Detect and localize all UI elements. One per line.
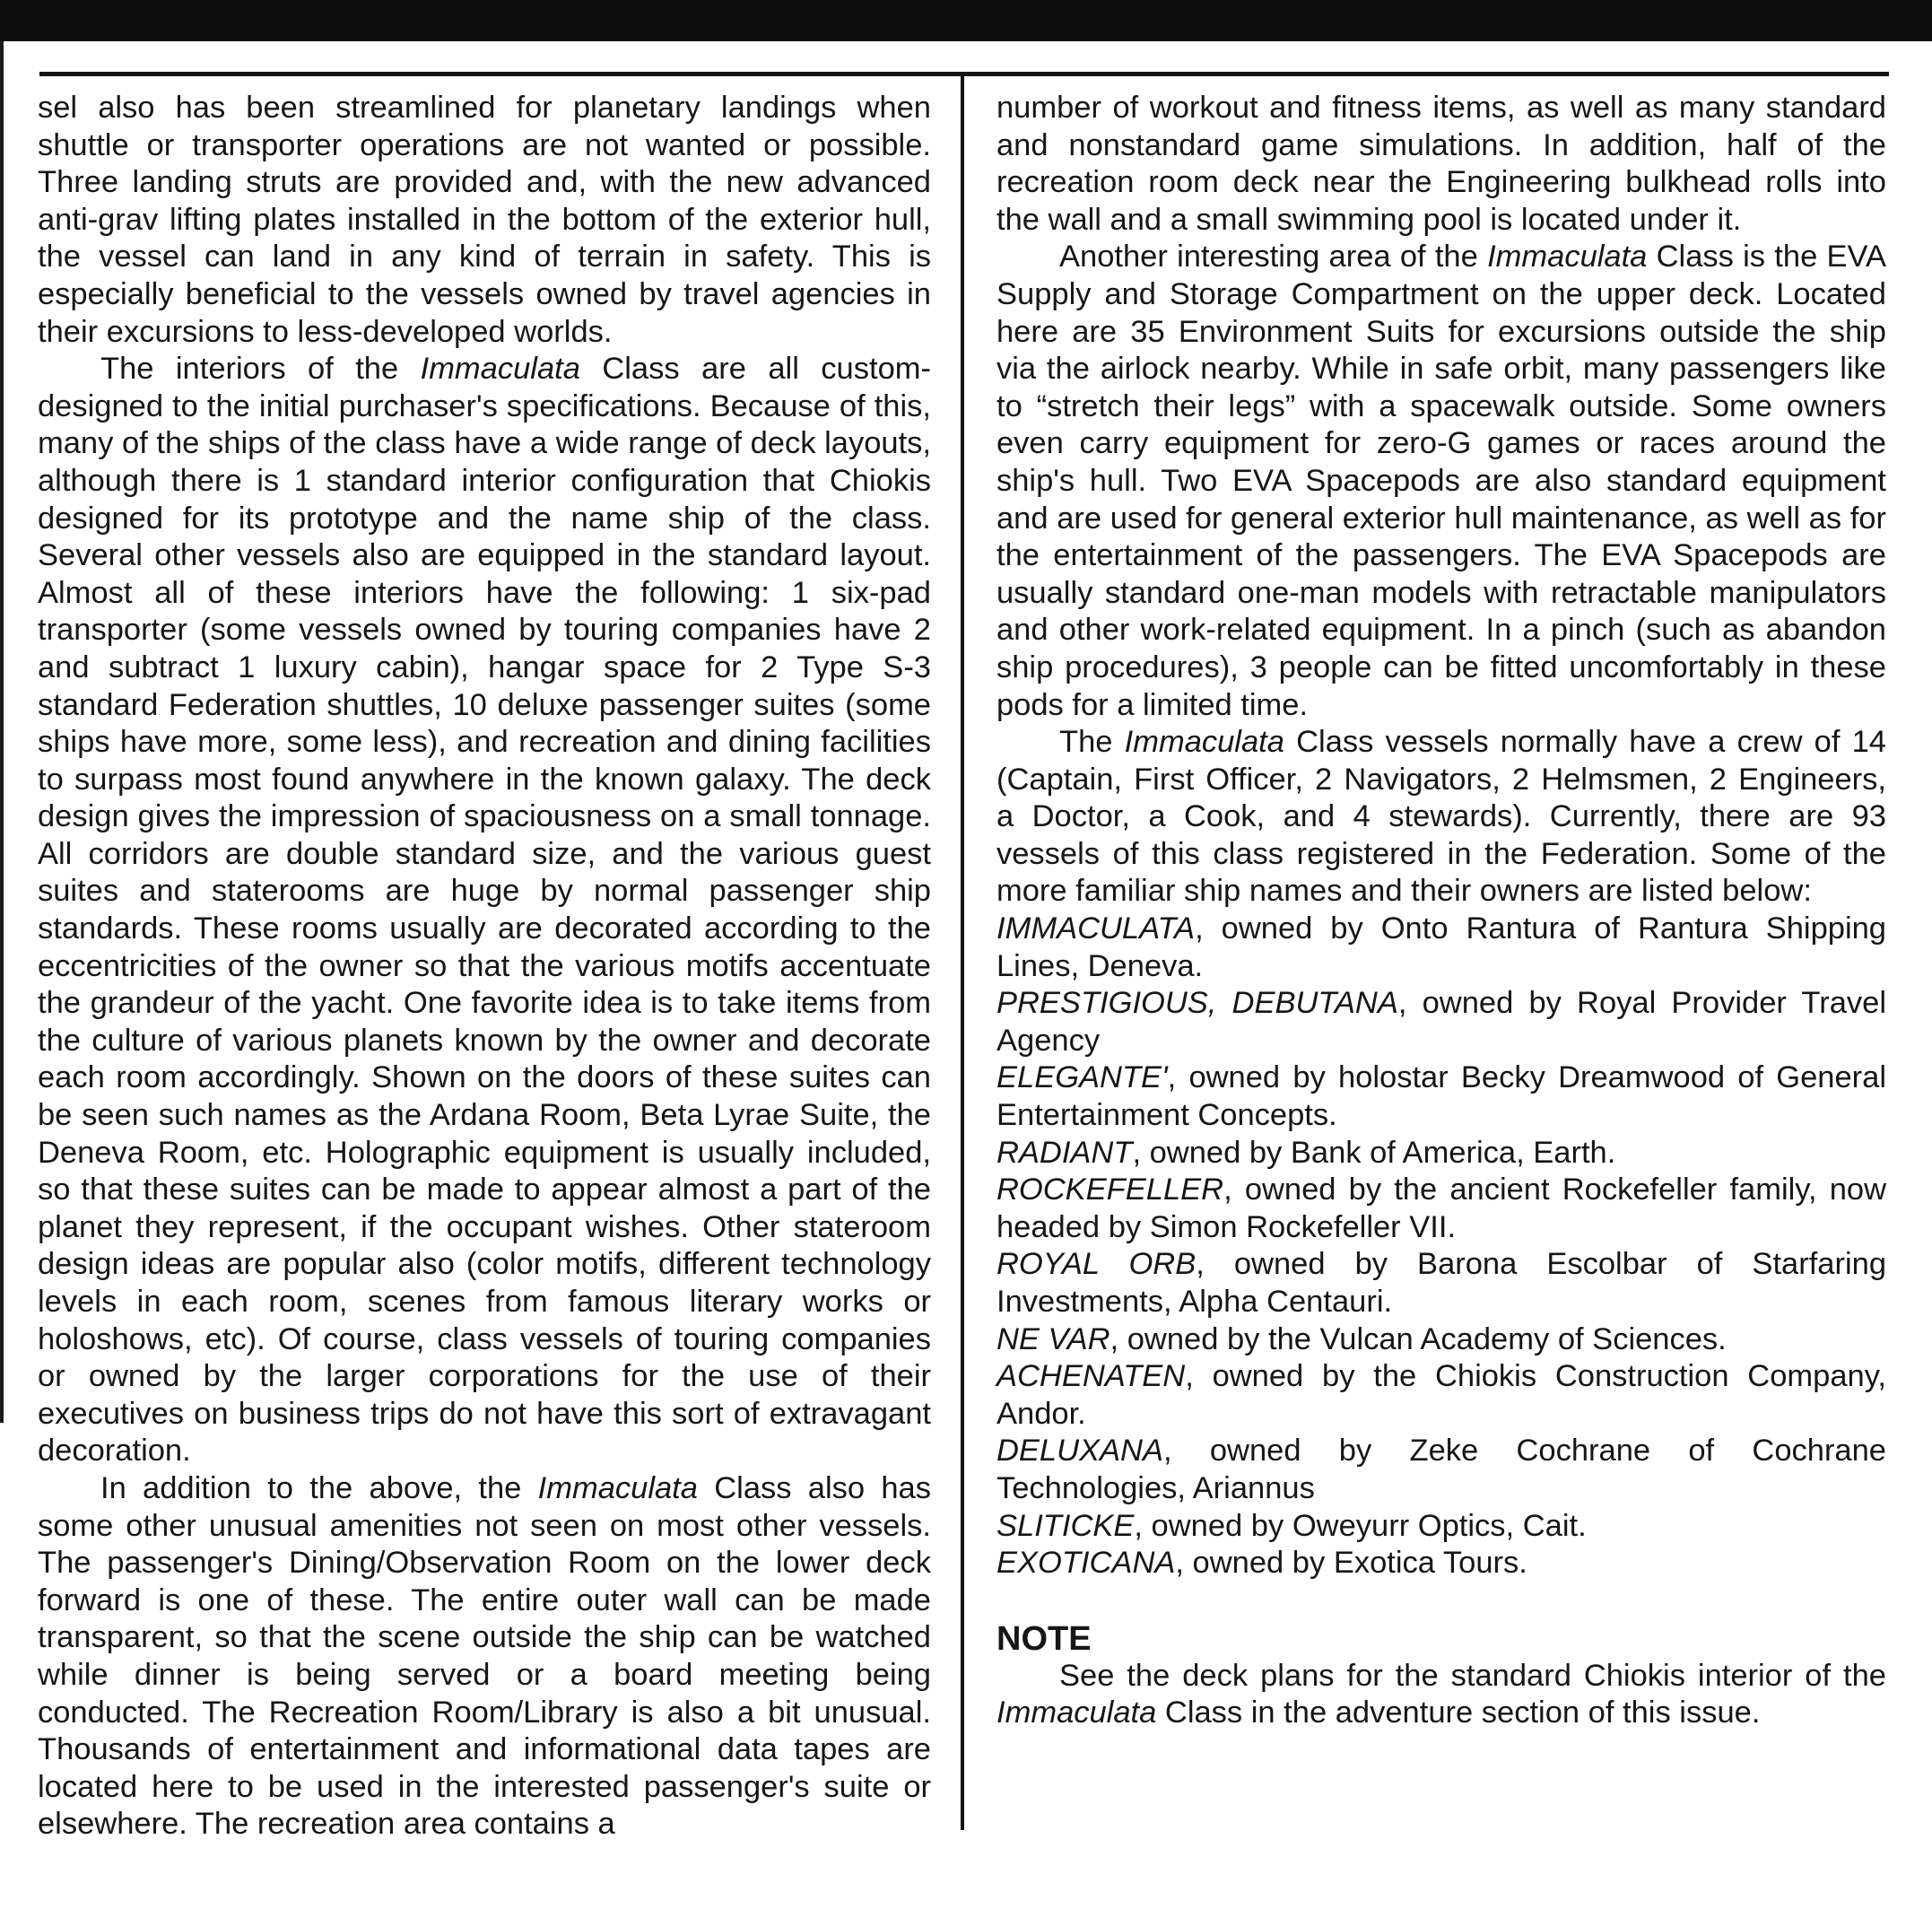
paragraph-interiors: The interiors of the Immaculata Class are all custom-designed to the initial purchaser's specifications. Because of this, many of the ships of the class have a wide range of deck layouts, although there is 1 standard interior configuration that Chiokis designed for its prototype and the name ship of the class. Several other vessels also are equipped in the standard layout. Almost all of these interiors have the following: 1 six-pad transporter (some vessels owned by touring companies have 2 and subtract 1 luxury cabin), hangar space for 2 Type S-3 standard Federation shuttles, 10 deluxe passenger suites (some ships have more, some less), and recreation and dining facilities to surpass most found anywhere in the known galaxy. The deck design gives the impression of spaciousness on a small tonnage. All corridors are double standard size, and the various guest suites and staterooms are huge by normal passenger ship standards. These rooms usually are decorated according to the eccentricities of the owner so that the various motifs accentuate the grandeur of the yacht. One favorite idea is to take items from the culture of various planets known by the owner and decorate each room accordingly. Shown on the doors of these suites can be seen such names as the Ardana Room, Beta Lyrae Suite, the Deneva Room, etc. Holographic equipment is usually included, so that these suites can be made to appear almost a part of the planet they represent, if the occupant wishes. Other stateroom design ideas are popular also (color motifs, different technology levels in each room, scenes from famous literary works or holoshows, etc). Of course, class vessels of touring companies or owned by the larger corporations for the use of their executives on business trips do not have this sort of extravagant decoration.: [38, 352, 931, 1469]
ship-entry: NE VAR, owned by the Vulcan Academy of Sciences.: [996, 1321, 1727, 1356]
ship-entry: ROCKEFELLER, owned by the ancient Rockefeller family, now headed by Simon Rockefeller VII.: [996, 1172, 1886, 1244]
paragraph-amenities: In addition to the above, the Immaculata Class also has some other unusual amenities not seen on most other vessels. The passenger's Dining/Observation Room on the lower deck forward is one of these. The entire outer wall can be made transparent, so that the scene outside the ship can be watched while dinner is being served or a board meeting being conducted. The Recreation Room/Library is also a bit unusual. Thousands of entertainment and informational data tapes are located here to be used in the interested passenger's suite or elsewhere. The recreation area contains a: [38, 1470, 931, 1842]
ship-entry: RADIANT, owned by Bank of America, Earth.: [996, 1135, 1616, 1170]
ship-entry: EXOTICANA, owned by Exotica Tours.: [996, 1546, 1527, 1581]
note-heading: NOTE: [996, 1619, 1092, 1658]
ship-entry: ROYAL ORB, owned by Barona Escolbar of Starfaring Investments, Alpha Centauri.: [996, 1247, 1887, 1319]
paragraph-crew: The Immaculata Class vessels normally have a crew of 14 (Captain, First Officer, 2 Navigators, 2 Helmsmen, 2 Engineers, a Doctor, a Cook, and 4 stewards). Currently, there are 93 vessels of this class registered in the Federation. Some of the more familiar ship names and their owners are listed below:: [996, 725, 1886, 909]
ship-entry: ACHENATEN, owned by the Chiokis Construction Company, Andor.: [996, 1359, 1886, 1431]
ship-entry: ELEGANTE', owned by holostar Becky Dreamwood of General Entertainment Concepts.: [996, 1060, 1886, 1133]
header-rule: [39, 72, 1889, 76]
right-column: [996, 90, 1886, 1732]
paragraph-recreation: number of workout and fitness items, as well as many standard and nonstandard game simulations. In addition, half of the recreation room deck near the Engineering bulkhead rolls into the wall and a small swimming pool is located under it.: [996, 91, 1886, 237]
left-scan-edge: [0, 41, 4, 1423]
ship-entry: IMMACULATA, owned by Onto Rantura of Rantura Shipping Lines, Deneva.: [996, 911, 1886, 983]
paragraph-eva: Another interesting area of the Immaculata Class is the EVA Supply and Storage Compartment on the upper deck. Located here are 35 Environment Suits for excursions outside the ship via the airlock nearby. While in safe orbit, many passengers like to “stretch their legs” with a spacewalk outside. Some owners even carry equipment for zero-G games or races around the ship's hull. Two EVA Spacepods are also standard equipment and are used for general exterior hull maintenance, as well as for the entertainment of the passengers. The EVA Spacepods are usually standard one-man models with retractable manipulators and other work-related equipment. In a pinch (such as abandon ship procedures), 3 people can be fitted uncomfortably in these pods for a limited time.: [996, 240, 1886, 722]
note-paragraph: See the deck plans for the standard Chiokis interior of the Immaculata Class in the adventure section of this issue.: [996, 1658, 1886, 1730]
paragraph-landing: sel also has been streamlined for planetary landings when shuttle or transporter operations are not wanted or possible. Three landing struts are provided and, with the new advanced anti-grav lifting plates installed in the bottom of the exterior hull, the vessel can land in any kind of terrain in safety. This is especially beneficial to the vessels owned by travel agencies in their excursions to less-developed worlds.: [38, 91, 931, 349]
top-black-border: [0, 0, 1932, 41]
ship-entry: SLITICKE, owned by Oweyurr Optics, Cait.: [996, 1508, 1587, 1543]
left-column: [38, 90, 931, 1844]
ship-entry: PRESTIGIOUS, DEBUTANA, owned by Royal Provider Travel Agency: [996, 986, 1887, 1058]
ship-entry: DELUXANA, owned by Zeke Cochrane of Cochrane Technologies, Ariannus: [996, 1434, 1886, 1505]
column-divider: [961, 72, 964, 1830]
